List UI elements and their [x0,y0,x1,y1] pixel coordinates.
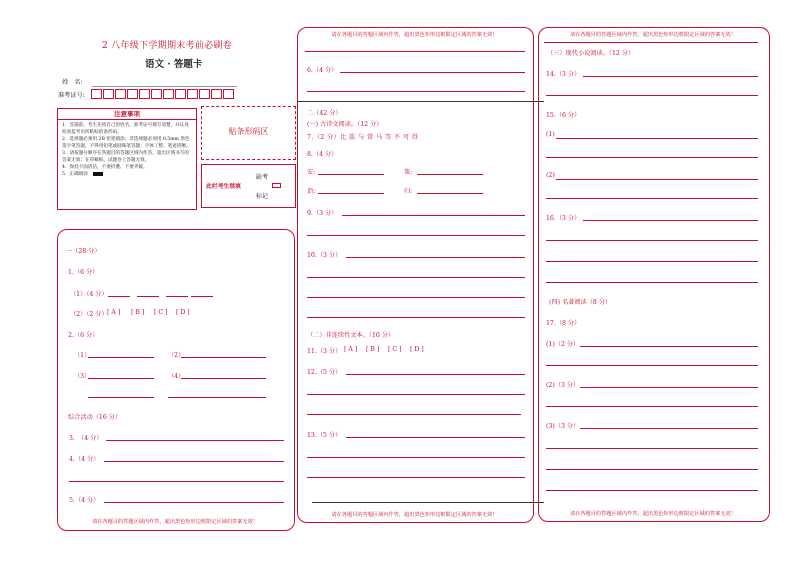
answer-line[interactable] [346,437,525,438]
answer-line[interactable] [342,215,525,216]
exam-id-label: 准考证号: [58,92,85,99]
exam-id-boxes[interactable] [91,89,239,100]
answer-line[interactable] [88,378,154,379]
option-b[interactable]: [ B ] [131,309,145,316]
nonlit-heading: （二）非连续性文本。（10 分） [307,332,395,339]
answer-line[interactable] [546,406,758,407]
answer-line[interactable] [108,296,130,297]
name-label: 姓 名: [62,79,83,86]
question-17: 17.（8 分） [546,320,581,327]
answer-line[interactable] [546,95,758,96]
answer-line[interactable] [340,72,525,73]
notice-item: 4．保持卡面清洁，不要折叠、不要弄破。 [62,165,148,170]
answer-line[interactable] [417,174,483,175]
answer-line[interactable] [181,378,266,379]
answer-line[interactable] [106,440,284,441]
question-17-3: (3)（3 分） [546,423,580,430]
answer-line[interactable] [318,174,384,175]
option-d[interactable]: [ D ] [410,346,424,353]
question-2-2: （2） [168,352,185,359]
subject-title: 语文 · 答题卡 [145,59,203,70]
answer-line[interactable] [307,235,525,236]
question-2-1: （1） [74,352,91,359]
answer-line[interactable] [346,374,525,375]
question-1-2: （2）（2 分） [70,311,108,318]
answer-line[interactable] [546,469,758,470]
absent-box [201,164,296,208]
answer-line[interactable] [88,397,154,398]
notice-item: 2．选择题必须用 2B 铅笔填涂；非选择题必须用 0.5mm 黑色签字笔答题，不得用铅笔或圆珠笔答题；字体工整、笔迹清晰。 [62,137,191,149]
classical-heading: (一) 古诗文阅读。（12 分） [307,121,383,128]
classics-heading: (四) 名著阅读（8 分） [549,299,612,306]
question-8: 8.（4 分） [307,151,338,158]
question-8-b: 策: [404,169,413,176]
question-15-2: (2) [546,172,555,179]
question-6: 6.（4 分） [307,67,338,74]
filled-example [93,172,103,176]
question-7: 7.（2 分）比 肱 与 常 马 等 不 可 得 [307,134,419,141]
boundary-warning: 请在各题目的答题区域内作答，超出黑色矩形边框限定区域的答案无效！ [569,32,736,38]
answer-line[interactable] [307,394,525,395]
question-17-1: (1)（2 分） [546,341,580,348]
question-2: 2.（6 分） [68,332,99,339]
answer-line[interactable] [307,297,525,298]
answer-line[interactable] [583,76,758,77]
notice-item: 1．答题前，考生先将自己的姓名，准考证号填写清楚，并认真检查监考员所粘贴的条形码。 [62,123,189,135]
answer-line[interactable] [104,502,284,503]
answer-line[interactable] [168,397,266,398]
answer-line[interactable] [546,448,758,449]
boundary-warning: 请在各题目的答题区域内作答，超出黑色矩形边框限定区域的答案无效！ [331,32,498,38]
fiction-heading: （三）现代小说阅读。（12 分） [547,50,635,57]
question-8-a: 安: [307,169,316,176]
answer-line[interactable] [546,198,758,199]
option-b[interactable]: [ B ] [366,346,380,353]
question-8-c: 诣: [307,188,316,195]
answer-line[interactable] [556,138,758,139]
answer-line[interactable] [69,481,284,482]
answer-line[interactable] [307,477,525,478]
question-12: 12.（5 分） [307,369,342,376]
answer-line[interactable] [104,461,284,462]
answer-line[interactable] [580,428,758,429]
answer-line[interactable] [181,357,266,358]
answer-line[interactable] [556,179,758,180]
question-1-1: （1）（4 分） [70,291,108,298]
question-9: 9.（3 分） [307,210,338,217]
answer-line[interactable] [307,414,521,415]
page-title: 2 八年级下学期期末考前必刷卷 [102,41,233,51]
answer-line[interactable] [546,240,758,241]
question-2-4: （4） [168,373,185,380]
answer-line[interactable] [346,257,525,258]
answer-line[interactable] [546,261,758,262]
option-c[interactable]: [ C ] [388,346,402,353]
option-d[interactable]: [ D ] [176,309,190,316]
activity-heading: 综合活动（16 分） [68,414,122,421]
answer-line[interactable] [417,193,483,194]
notice-item: 5．正确填涂 [62,171,192,178]
question-15-1: (1) [546,131,555,138]
answer-line[interactable] [137,296,159,297]
notice-title: 注意事项 [58,109,196,120]
notice-item: 3．请按题号顺序在各题目的答题区域内作答，超出区域书写的答案无效；在草稿纸、试题卷上答题无效。 [62,151,189,163]
answer-line[interactable] [307,277,525,278]
answer-line[interactable] [88,357,154,358]
option-a[interactable]: [ A ] [344,346,358,353]
answer-line[interactable] [546,365,758,366]
answer-line[interactable] [580,387,758,388]
section-heading: 二（42 分） [307,110,342,117]
question-16: 16.（3 分） [546,215,581,222]
question-1: 1.（6 分） [68,269,99,276]
section-heading: 一（28 分） [66,248,101,255]
answer-line[interactable] [546,157,758,158]
boundary-warning: 请在各题目的答题区域内作答，超出黑色矩形边框限定区域的答案无效！ [331,512,498,518]
question-8-d: 归: [404,188,413,195]
question-10: 10.（3 分） [307,252,342,259]
answer-line[interactable] [166,296,188,297]
boundary-warning: 请在各题目的答题区域内作答，超出黑色矩形边框限定区域的答案无效！ [569,511,736,517]
answer-line[interactable] [307,457,525,458]
barcode-label: 贴条形码区 [228,127,269,136]
option-a[interactable]: [ A ] [107,309,121,316]
question-17-2: (2)（3 分） [546,382,580,389]
answer-line[interactable] [546,282,758,283]
answer-line[interactable] [318,193,384,194]
answer-line[interactable] [307,317,525,318]
answer-line[interactable] [191,296,213,297]
question-3: 3. （4 分） [69,435,103,442]
question-2-3: （3） [74,373,91,380]
question-4: 4.（4 分） [69,456,100,463]
answer-line[interactable] [580,346,758,347]
answer-line[interactable] [546,490,758,491]
name-field[interactable] [92,86,237,87]
question-13: 13.（5 分） [307,432,342,439]
option-c[interactable]: [ C ] [154,309,168,316]
barcode-area [201,106,296,160]
absent-label: 此栏考生禁填 [206,184,241,190]
question-5: 5.（4 分） [69,497,100,504]
question-11: 11.（3 分） [307,348,342,355]
question-14: 14.（3 分） [546,71,581,78]
boundary-warning: 请在各题目的答题区域内作答，超出黑色矩形边框限定区域的答案无效！ [91,519,258,525]
absent-mark-label: 标记 [256,193,269,200]
answer-line[interactable] [307,91,525,92]
absent-checkbox[interactable] [272,183,281,188]
question-15: 15.（6 分） [546,112,581,119]
answer-line[interactable] [583,220,758,221]
absent-mark-label: 缺考 [256,174,269,181]
notice-box [57,108,197,210]
